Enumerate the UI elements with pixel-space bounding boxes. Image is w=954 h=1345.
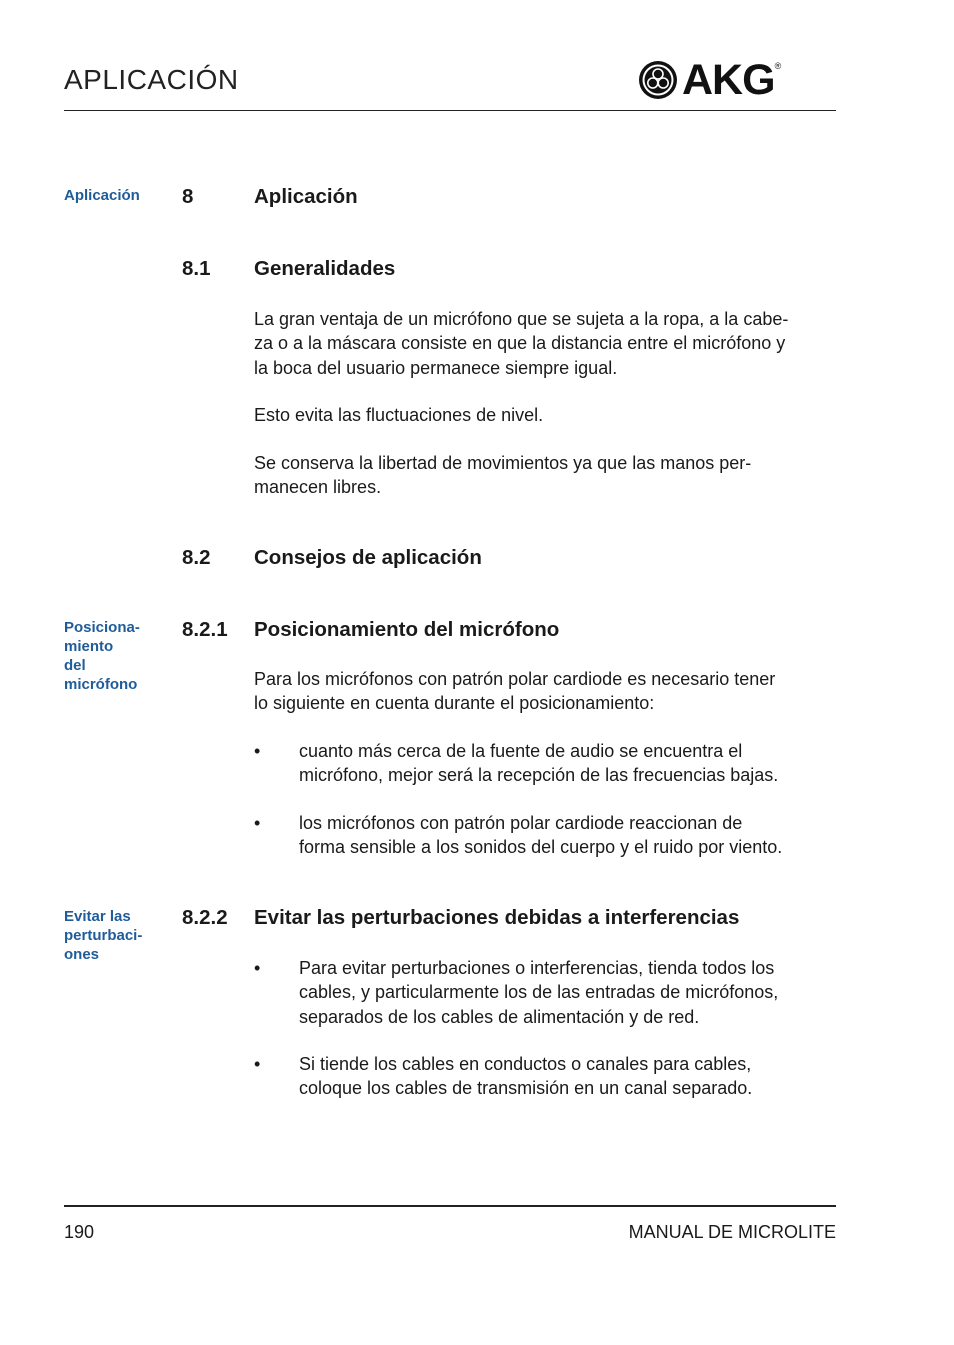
akg-logo-mark-icon [638, 60, 678, 100]
akg-logo-text: AKG [682, 56, 775, 104]
bullet-icon: • [254, 1054, 261, 1074]
sidenote-aplicacion: Aplicación [64, 187, 140, 204]
akg-logo [638, 56, 820, 104]
sidenote-posicionamiento: Posiciona- miento del micrófono [64, 619, 140, 693]
bullet-icon: • [254, 813, 261, 833]
bullet-item-8-2-2-b: Si tiende los cables en conductos o canales para cables, coloque los cables de transmisión en un canal separado. [299, 1054, 753, 1099]
sidenote-evitar: Evitar las perturbaci- ones [64, 908, 143, 963]
bullet-icon: • [254, 741, 261, 761]
bullet-item-8-2-2-a: Para evitar perturbaciones o interferencias, tienda todos los cables, y particularmente los de las entradas de micrófonos, separados de los cables de alimentación y de red. [299, 958, 779, 1027]
paragraph-8-1-b: Esto evita las fluctuaciones de nivel. [254, 405, 544, 425]
bullet-item-8-2-1-a: cuanto más cerca de la fuente de audio se encuentra el micrófono, mejor será la recepción de las frecuencias bajas. [299, 741, 779, 786]
page-header-title: APLICACIÓN [64, 64, 239, 95]
footer-rule [64, 1205, 836, 1207]
paragraph-8-1-c: Se conserva la libertad de movimientos ya que las manos per- manecen libres. [254, 453, 752, 498]
page-number: 190 [64, 1222, 95, 1242]
paragraph-8-1-a: La gran ventaja de un micrófono que se sujeta a la ropa, a la cabe- za o a la máscara consiste en que la distancia entre el micrófono y la boca del usuario permanece siempre igual. [254, 309, 789, 378]
paragraph-8-2-1: Para los micrófonos con patrón polar cardiode es necesario tener lo siguiente en cuenta durante el posicionamiento: [254, 669, 776, 714]
bullet-item-8-2-1-b: los micrófonos con patrón polar cardiode reaccionan de forma sensible a los sonidos del cuerpo y el ruido por viento. [299, 813, 783, 858]
header-rule [64, 110, 836, 111]
footer-manual-title: MANUAL DE MICROLITE [628, 1222, 836, 1242]
registered-mark: ® [774, 61, 782, 71]
bullet-icon: • [254, 958, 261, 978]
